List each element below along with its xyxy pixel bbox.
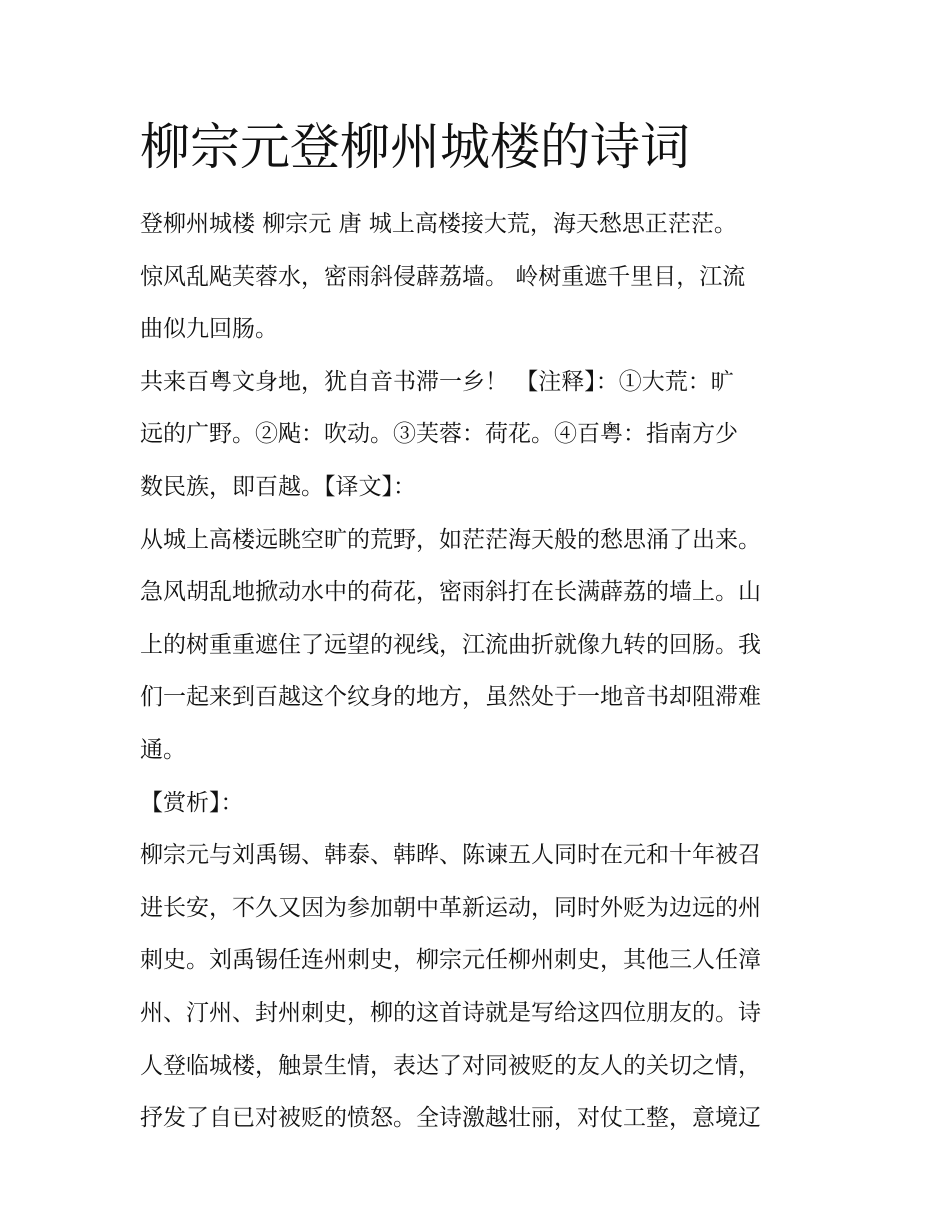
text-line: 人登临城楼，触景生情，表达了对同被贬的友人的关切之情， — [140, 1052, 761, 1079]
text-line: 柳宗元与刘禹锡、韩泰、韩晔、陈谏五人同时在元和十年被召 — [140, 842, 761, 869]
text-line: 抒发了自已对被贬的愤怒。全诗激越壮丽，对仗工整，意境辽 — [140, 1105, 761, 1132]
document-title: 柳宗元登柳州城楼的诗词 — [140, 118, 690, 176]
text-line: 通。 — [140, 736, 186, 763]
text-line: 急风胡乱地掀动水中的荷花，密雨斜打在长满薜荔的墙上。山 — [140, 579, 761, 606]
text-line: 曲似九回肠。 — [140, 316, 278, 343]
text-line: 共来百粤文身地，犹自音书滞一乡！ 【注释】：①大荒：旷 — [140, 368, 734, 395]
text-line: 登柳州城楼 柳宗元 唐 城上高楼接大荒，海天愁思正茫茫。 — [140, 211, 737, 237]
text-line: 们一起来到百越这个纹身的地方，虽然处于一地音书却阻滞难 — [140, 684, 761, 711]
document-body — [140, 198, 820, 1145]
text-line: 惊风乱飐芙蓉水，密雨斜侵薜荔墙。 岭树重遮千里目，江流 — [140, 263, 746, 290]
text-line: 远的广野。②飐：吹动。③芙蓉：荷花。④百粤：指南方少 — [140, 421, 738, 448]
text-line: 州、汀州、封州刺史，柳的这首诗就是写给这四位朋友的。诗 — [140, 999, 761, 1026]
section-heading-appreciation: 【赏析】： — [140, 789, 244, 816]
text-line: 数民族，即百越。【译文】： — [140, 473, 416, 500]
text-line: 刺史。刘禹锡任连州刺史，柳宗元任柳州刺史，其他三人任漳 — [140, 947, 761, 974]
text-line: 进长安，不久又因为参加朝中革新运动，同时外贬为边远的州 — [140, 894, 761, 921]
text-line: 上的树重重遮住了远望的视线，江流曲折就像九转的回肠。我 — [140, 631, 761, 658]
text-line: 从城上高楼远眺空旷的荒野，如茫茫海天般的愁思涌了出来。 — [140, 526, 761, 553]
